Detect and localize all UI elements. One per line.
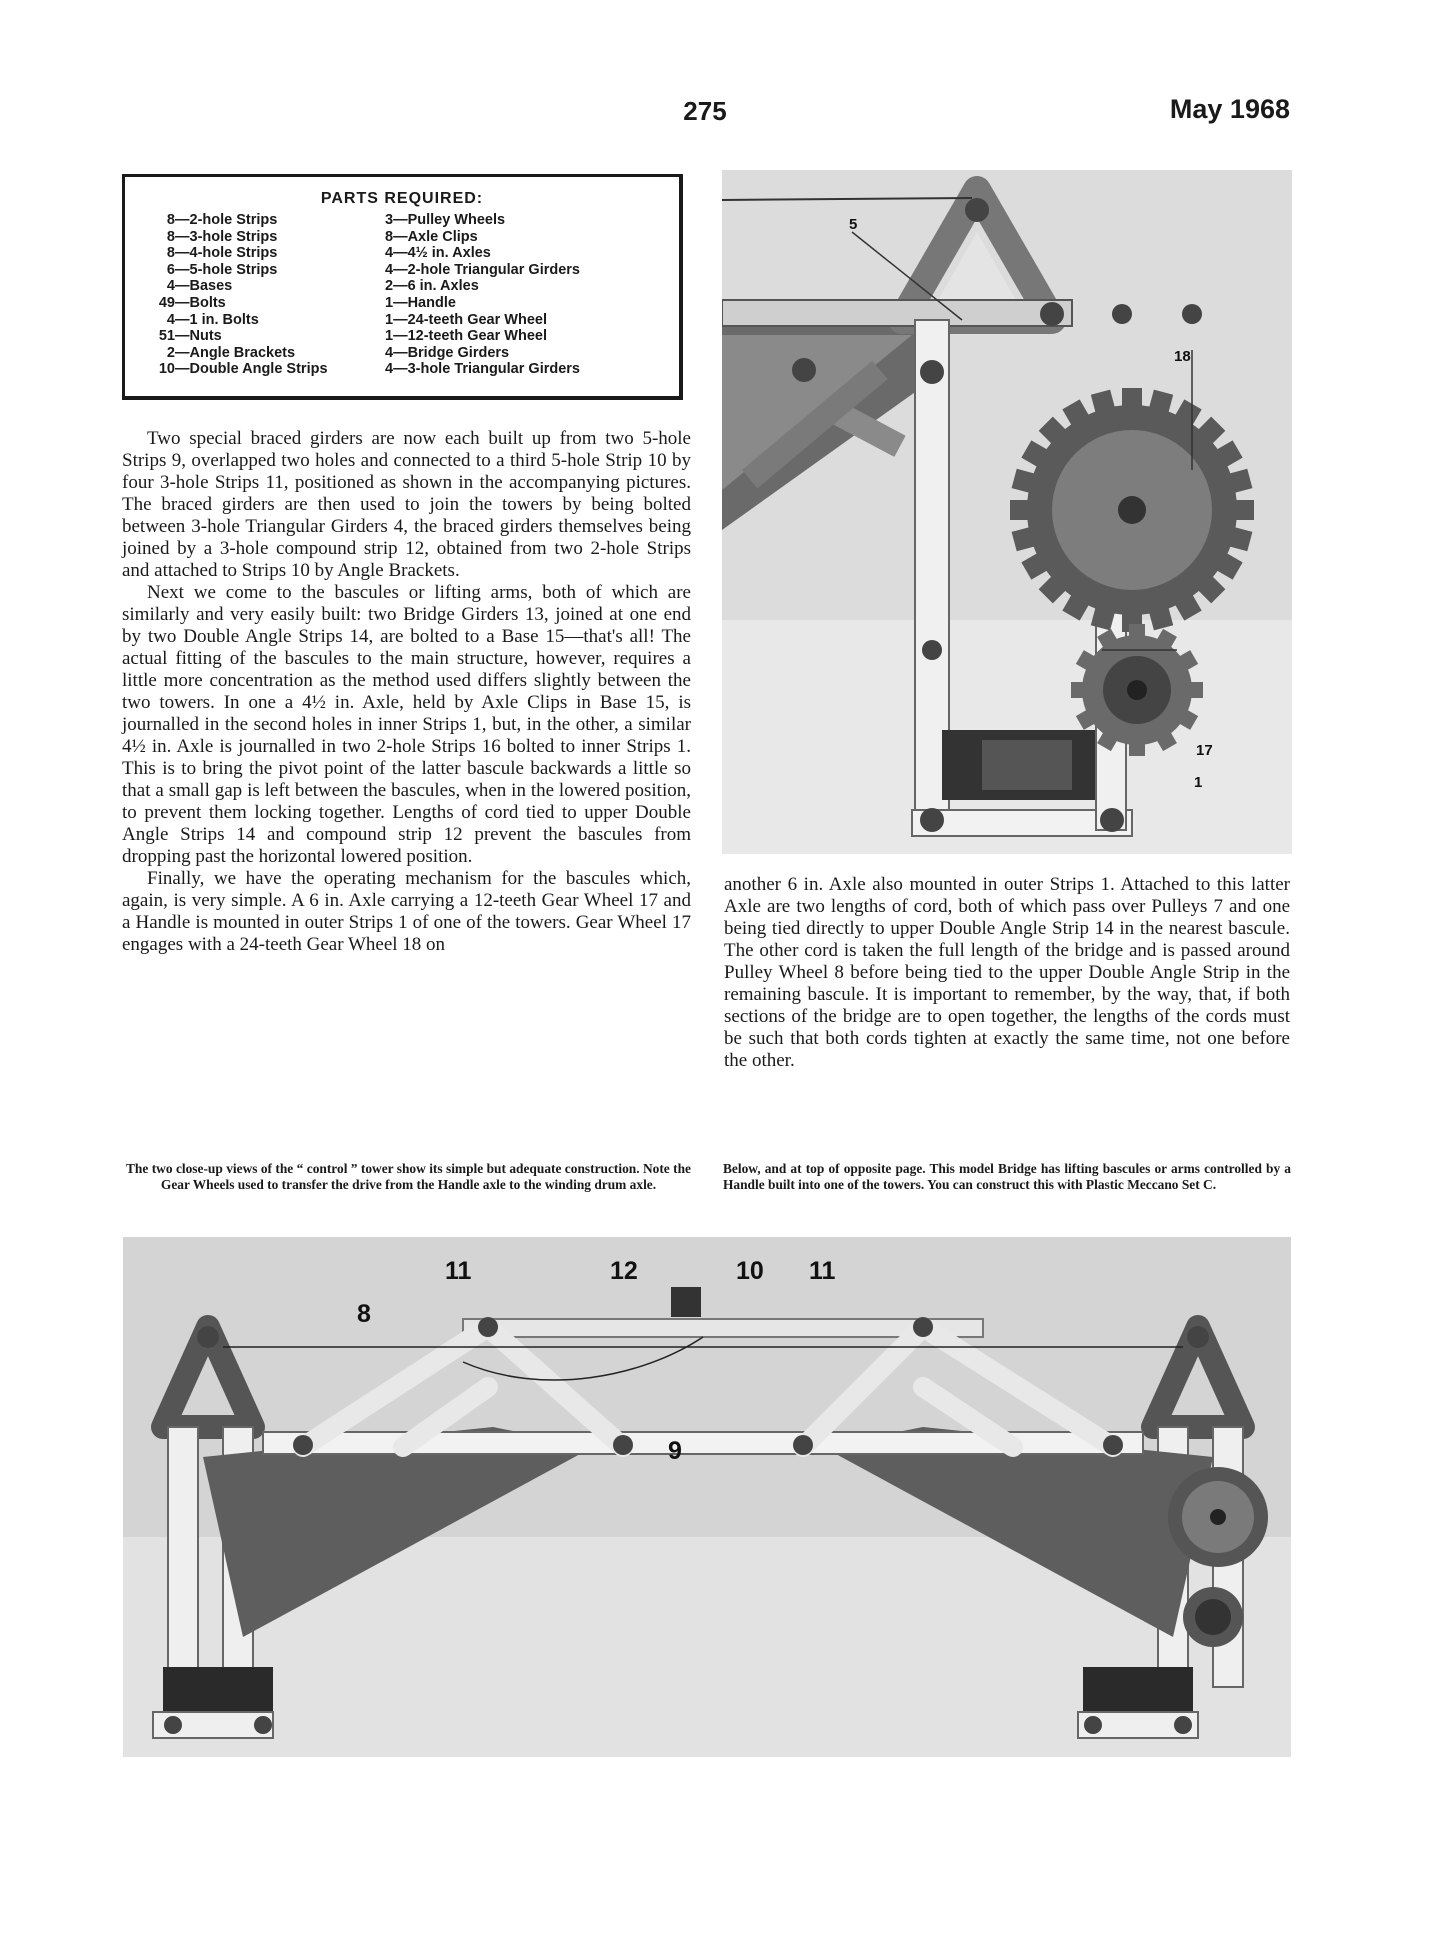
parts-columns: [125, 212, 679, 378]
part-item: Bolts: [189, 294, 226, 311]
part-qty: 10: [158, 361, 175, 378]
label-11-right: 11: [809, 1257, 836, 1285]
part-row: 49 — Bolts: [145, 295, 385, 312]
parts-title: PARTS REQUIRED:: [320, 190, 484, 207]
label-12: 12: [610, 1257, 638, 1285]
part-row: 4—3-hole Triangular Girders: [385, 361, 580, 378]
part-row: 1—12-teeth Gear Wheel: [385, 328, 547, 345]
part-row: 4 — 1 in. Bolts: [145, 312, 385, 329]
article-paragraph: Two special braced girders are now each built up from two 5-hole Strips 9, overlapped two holes and connected to a third 5-hole Strip 10 by four 3-hole Strips 11, positioned as shown in the accompanying pictures. The braced girders are then used to join the towers by being bolted between 3-hole Triangular Girders 4, the braced girders themselves being joined by a 3-hole compound strip 12, obtained from two 2-hole Strips and attached to Strips 10 by Angle Brackets.: [122, 428, 691, 581]
page-number: 275: [683, 96, 727, 126]
part-row: 4—Bridge Girders: [385, 344, 510, 361]
label-9: 9: [668, 1437, 682, 1465]
part-row: 8 — 2-hole Strips: [145, 212, 385, 229]
part-qty: 51: [158, 328, 175, 345]
part-row: 51 — Nuts: [145, 328, 385, 345]
part-qty: 8: [166, 212, 175, 228]
parts-required-box: [122, 174, 683, 400]
part-item: Bases: [189, 278, 233, 295]
label-5: 5: [849, 216, 858, 233]
part-row: 3—Pulley Wheels: [385, 212, 506, 228]
part-item: 1 in. Bolts: [189, 311, 259, 328]
control-tower-photo: [722, 170, 1292, 854]
part-row: 1—24-teeth Gear Wheel: [385, 311, 547, 328]
part-row: 4—4½ in. Axles: [385, 245, 491, 262]
part-row: 10 — Double Angle Strips: [145, 361, 385, 378]
label-18: 18: [1174, 348, 1191, 365]
part-row: 4 — Bases: [145, 278, 385, 295]
part-qty: 8: [166, 245, 175, 262]
parts-list-right: [385, 212, 675, 378]
part-row: 2 — Angle Brackets: [145, 345, 385, 362]
bridge-illustration: [123, 1237, 1291, 1757]
part-row: 8 — 3-hole Strips: [145, 229, 385, 246]
part-qty: 8: [166, 228, 175, 245]
part-item: Double Angle Strips: [189, 361, 328, 378]
caption-control-tower: The two close-up views of the “ control ” tower show its simple but adequate construction. Note the Gear Wheels used to transfer the drive from the Handle axle to the winding drum axle.: [126, 1161, 691, 1192]
part-qty: 2: [166, 344, 175, 361]
part-item: 2-hole Strips: [189, 212, 278, 228]
part-item: 4-hole Strips: [189, 245, 278, 262]
article-paragraph: Finally, we have the operating mechanism for the bascules which, again, is very simple. A 6 in. Axle carrying a 12-teeth Gear Wheel 17 and a Handle is mounted in outer Strips 1 of one of the towers. Gear Wheel 17 engages with a 24-teeth Gear Wheel 18 on: [122, 868, 691, 955]
part-item: 3-hole Strips: [189, 228, 278, 245]
label-17: 17: [1196, 742, 1213, 759]
label-8: 8: [357, 1300, 371, 1328]
part-row: 6 — 5-hole Strips: [145, 262, 385, 279]
label-1: 1: [1194, 774, 1203, 791]
part-row: 4—2-hole Triangular Girders: [385, 261, 580, 278]
part-item: 5-hole Strips: [189, 261, 278, 278]
part-item: Angle Brackets: [189, 344, 296, 361]
part-row: 8 — 4-hole Strips: [145, 245, 385, 262]
article-column-left: [122, 428, 691, 956]
part-row: 1—Handle: [385, 294, 456, 311]
article-paragraph: another 6 in. Axle also mounted in outer Strips 1. Attached to this latter Axle are two lengths of cord, both of which pass over Pulleys 7 and one being tied directly to upper Double Angle Strip 14 in the nearest bascule. The other cord is taken the full length of the bridge and is passed around Pulley Wheel 8 before being tied to the upper Double Angle Strip in the remaining bascule. It is important to remember, by the way, that, if both sections of the bridge are to open together, the lengths of the cords must be such that both cords tighten at exactly the same time, not one before the other.: [724, 874, 1290, 1071]
bridge-model-photo: [123, 1237, 1291, 1757]
article-paragraph: Next we come to the bascules or lifting arms, both of which are similarly and very easily built: two Bridge Girders 13, joined at one end by two Double Angle Strips 14, are bolted to a Base 15—that's all! The actual fitting of the bascules to the main structure, however, requires a little more concentration as the method used differs slightly between the two towers. In one a 4½ in. Axle, held by Axle Clips in Base 15, is journalled in the second holes in inner Strips 1, but, in the other, a similar 4½ in. Axle is journalled in two 2-hole Strips 16 bolted to inner Strips 1. This is to bring the pivot point of the latter bascule backwards a little so that a small gap is left between the bascules, when in the lowered position, to prevent them locking together. Lengths of cord tied to upper Double Angle Strips 14 and compound strip 12 prevent the bascules from dropping past the horizontal lowered position.: [122, 582, 691, 867]
page-date: May 1968: [1169, 94, 1290, 124]
caption-bridge-model: Below, and at top of opposite page. This model Bridge has lifting bascules or arms controlled by a Handle built into one of the towers. You can construct this with Plastic Meccano Set C.: [723, 1161, 1291, 1192]
parts-list-left: [125, 212, 385, 378]
part-qty: 4: [166, 311, 175, 328]
part-qty: 49: [158, 294, 175, 311]
label-11-left: 11: [445, 1257, 472, 1285]
label-10: 10: [736, 1257, 764, 1285]
part-item: Nuts: [189, 328, 222, 345]
article-column-right: [724, 874, 1290, 1072]
part-qty: 6: [166, 261, 175, 278]
part-qty: 4: [166, 278, 175, 295]
part-row: 2—6 in. Axles: [385, 278, 479, 295]
part-row: 8—Axle Clips: [385, 228, 478, 245]
